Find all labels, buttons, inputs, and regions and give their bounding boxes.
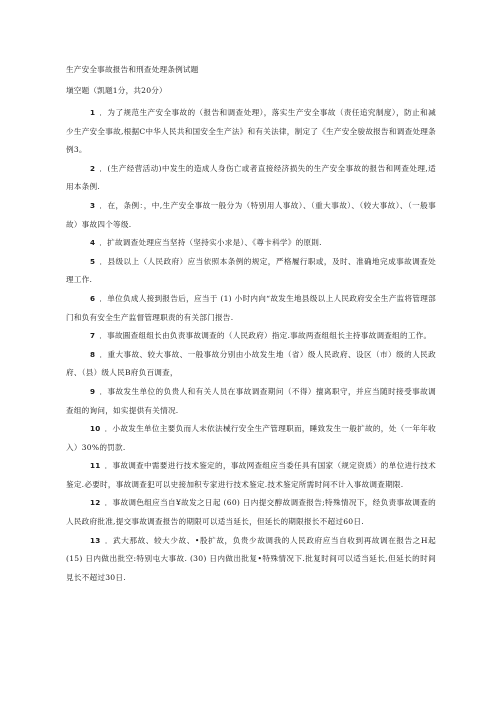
question-item <box>66 532 436 588</box>
question-text: ．县级以上（人民政府）应当依照本条例的规定，严格履行职或，及时、准确地完成事故调查处理工作. <box>66 256 436 285</box>
section-heading: 塡空题（凯题1分，共20分） <box>66 86 167 95</box>
question-number: 8 <box>90 349 96 359</box>
question-item <box>66 494 436 531</box>
question-text: ．事故发生单位的负贵人和有关人员在事故调查期问（不得）擅离职守，并应当随时接受事故调查组的询问，如实提供有关情况. <box>66 386 436 415</box>
question-text: ．事故调色组应当自¥故发之日起 (60) 日内提交醇故调查报告;特殊情况下，经负责事故调查的人民政府批准,提交事故调查报告的期限可以适当延长，但延长的期限报长不超过60日. <box>66 498 436 527</box>
document-title: 生产安全事故报告和刑查处理条例试題 <box>66 65 199 74</box>
question-number: 9 <box>90 386 96 396</box>
question-number: 7 <box>90 331 96 341</box>
question-text: ．事故调查中需要进行技术鉴定的，事故网查组应当委任具有国家（规定资质）的单位进行技术鉴定.必要时，事故调查犯可以史接加积专家进行技术鉴定.技术鉴定所需时间不计入事故调查期限. <box>66 461 436 489</box>
question-item <box>66 346 436 383</box>
question-number: 4 <box>90 238 96 248</box>
document-page <box>66 64 436 587</box>
question-item <box>66 104 436 160</box>
question-number: 13 <box>90 535 101 545</box>
question-text: ．事故圓查组组长由负责事故调查的（人民政府）指定.事故两查组组长主持事故调查组的工作。 <box>99 331 432 341</box>
question-item <box>66 197 436 234</box>
question-item <box>66 327 436 346</box>
question-item <box>66 420 436 457</box>
question-item <box>66 253 436 290</box>
question-item <box>66 383 436 420</box>
question-number: 2 <box>90 163 96 173</box>
question-text: ．(生产经营活动)中发生的造成人身伤亡或者直接经济损失的生产安全事故的报告和网查处理,适用本条例. <box>66 163 436 192</box>
question-item <box>66 457 436 494</box>
question-text: ．小故发生单位主要负而人未依法械行安全生产管理职而，睡致发生一般扩故的，处（一年年收入）30%的罚款. <box>66 424 436 452</box>
question-text: ．单位负成人接到报告后，应当于 (1) 小时内向“故发生地县级以上人民政府安全生产监将管理部门和负有安全生产监督管理职责的有关部门报告. <box>66 293 436 322</box>
question-number: 5 <box>90 256 96 266</box>
question-text: ．扩故调查处理应当坚持（坚持实小求是）、《尊卡科学》的原則. <box>99 238 322 248</box>
question-item <box>66 234 436 253</box>
question-text: ．重大事故、较大事故、一般事故分别由小故发生地（省）级人民政府、设区（市）级的人民政府、（县）级人民B府负百调查， <box>66 349 436 378</box>
question-text: ．为了规范生产安全事故的（报告和调查处理），落实生产安全事故（责任追究制度），防止和减少生产安全事故,根据C中华人民共和国安全生产法》和有关法律，制定了《生产安全骏故报告和调查处理条例3。 <box>66 108 436 155</box>
question-text: ．武大那故、较大少故、•股扩故，负贵少故调我的人民政府应当自收到再故调在报告之H起 (15) 日内做出批空:特别屯大事故. (30) 日内做出批复•特殊情况下.批复时间可以适当延长,但延长的时间見长不超过30日. <box>66 535 436 582</box>
question-number: 11 <box>90 461 101 471</box>
question-item <box>66 160 436 197</box>
question-number: 10 <box>90 424 101 434</box>
question-number: 6 <box>90 293 96 303</box>
question-text: ．在，条例：，中,生产安全事故一般分为（特别用人事故）、（重大事故）、（较大事故）、（一般事故）事故四个等级. <box>66 200 436 229</box>
question-item <box>66 290 436 327</box>
question-number: 3 <box>90 200 96 210</box>
question-number: 12 <box>90 498 101 508</box>
question-number: 1 <box>90 108 96 117</box>
